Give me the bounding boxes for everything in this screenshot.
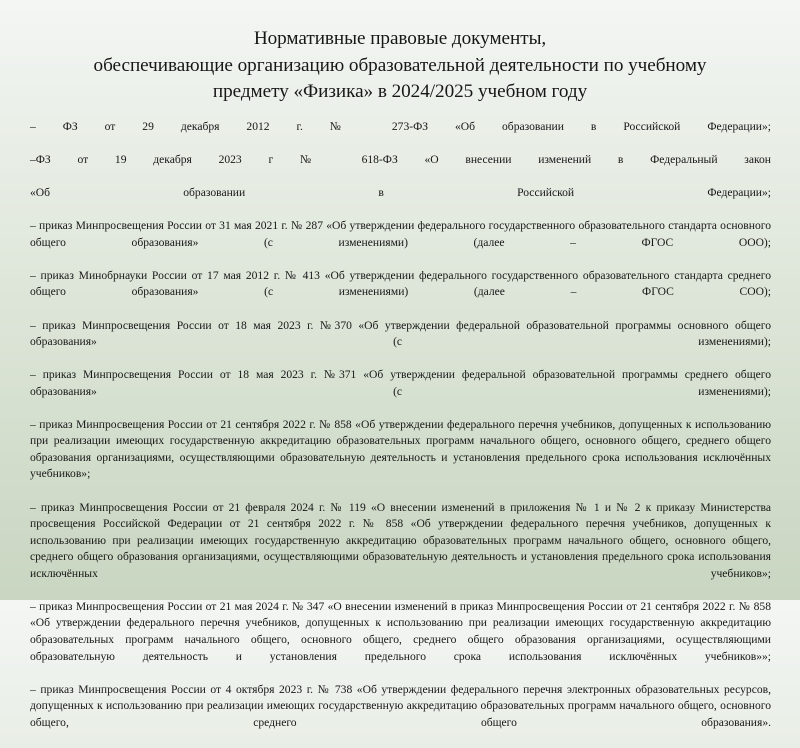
list-item: – ФЗ от 29 декабря 2012 г. № 273-ФЗ «Об образовании в Российской Федерации»; (30, 120, 771, 133)
list-item: – приказ Минпросвещения России от 18 мая 2023 г. №370 «Об утверждении федеральной образовательной программы основного общего образования» (с изменениями); (30, 318, 771, 349)
list-item: – приказ Минпросвещения России от 21 мая 2024 г. № 347 «О внесении изменений в приказ Минпросвещения России от 21 сентября 2022 г. № 858 «Об утверждении федерального перечня учебников, допущенных к использованию при реализации имеющих государственную аккредитацию образовательных программ начального общего, основного общего, среднего общего образования организациями, осуществляющими образовательную деятельность и установления предельного срока использования исключённых учебников»»; (30, 599, 771, 663)
list-item: – приказ Минпросвещения России от 31 мая 2021 г. № 287 «Об утверждении федерального государственного образовательного стандарта основного общего образования» (с изменениями) (далее – ФГОС ООО); (30, 219, 771, 249)
page-title (34, 26, 766, 106)
page-title-line-2: обеспечивающие организацию образовательной деятельности по учебному (93, 54, 707, 76)
list-item: – приказ Минпросвещения России от 21 февраля 2024 г. № 119 «О внесении изменений в приложения № 1 и № 2 к приказу Министерства просвещения Российской Федерации от 21 сентября 2022 г. № 858 «Об утверждении федерального перечня учебников, допущенных к использованию при реализации имеющих государственную аккредитацию образовательных программ начального общего, основного общего, среднего общего образования организациями, осуществляющими образовательную деятельность и установления предельного срока использования исключённых учебников»; (30, 500, 771, 580)
list-item: –ФЗ от 19 декабря 2023 г № 618-ФЗ «О внесении изменений в Федеральный закон (30, 153, 771, 167)
list-item: – приказ Минпросвещения России от 21 сентября 2022 г. № 858 «Об утверждении федерального перечня учебников, допущенных к использованию при реализации имеющих государственную аккредитацию образовательных программ начального общего, основного общего, среднего общего образования организациями, осуществляющими образовательную деятельность и установления предельного срока использования исключённых учебников»; (30, 417, 771, 481)
document-list (30, 119, 771, 748)
list-item-continuation: «Об образовании в Российской Федерации»; (30, 186, 771, 200)
list-item: – приказ Минобрнауки России от 17 мая 2012 г. № 413 «Об утверждении федерального государственного образовательного стандарта среднего общего образования» (с изменениями) (далее – ФГОС СОО); (30, 268, 771, 299)
list-item: – приказ Минпросвещения России от 18 мая 2023 г. №371 «Об утверждении федеральной образовательной программы среднего общего образования» (с изменениями); (30, 368, 771, 398)
list-item: – приказ Минпросвещения России от 4 октября 2023 г. № 738 «Об утверждении федерального перечня электронных образовательных ресурсов, допущенных к использованию при реализации имеющих государственную аккредитацию образовательных программ начального общего, основного общего, среднего общего образования». (30, 682, 771, 729)
page-title-line-3: предмету «Физика» в 2024/2025 учебном году (212, 81, 588, 103)
page-title-line-1: Нормативные правовые документы, (253, 28, 547, 49)
